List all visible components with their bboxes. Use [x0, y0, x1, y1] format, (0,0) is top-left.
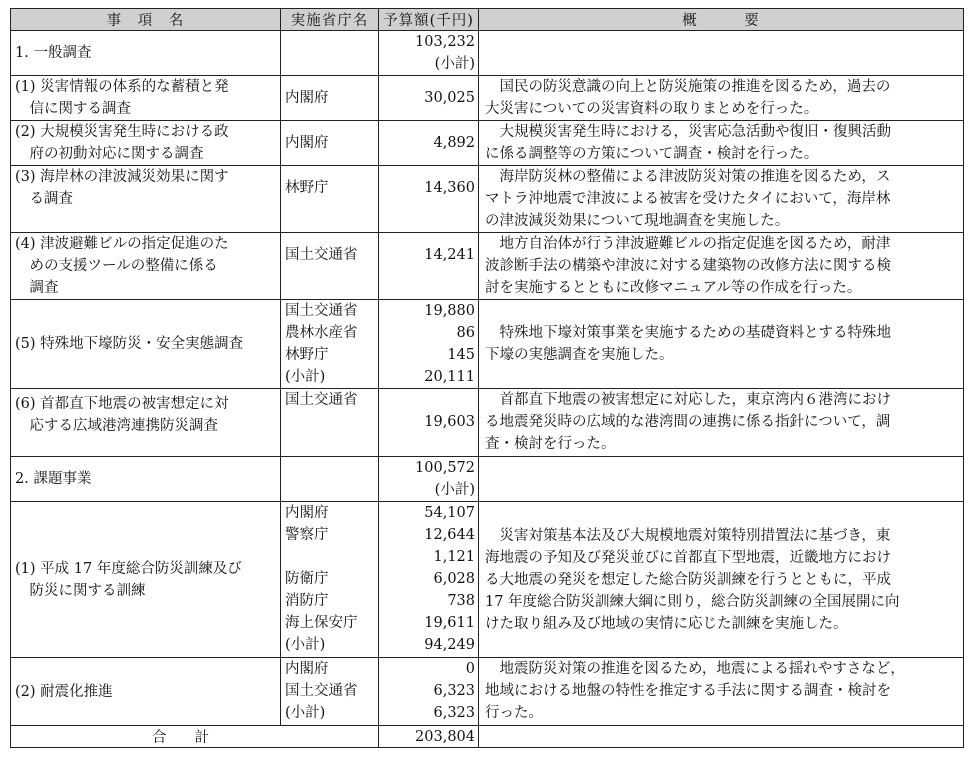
section-agency [281, 457, 379, 502]
table-row [11, 76, 964, 121]
section-row [11, 457, 964, 502]
total-label: 合計 [11, 726, 379, 748]
item-summary: 災害対策基本法及び大規模地震対策特別措置法に基づき，東 海地震の予知及び発災並びに首都直下型地震，近畿地方におけ る大地震の発災を想定した総合防災訓練を行うとともに，平成 17 年度総合防災訓練大綱に則り，総合防災訓練の全国展開に向 けた取り組み及び地域の実情に応じた訓練を実施した。 [479, 502, 964, 658]
header-row [11, 9, 964, 31]
item-agency: 国土交通省 [281, 233, 379, 300]
table-row [11, 389, 964, 457]
header-agency: 実施省庁名 [281, 9, 379, 31]
item-agency: 内閣府 [281, 76, 379, 121]
item-name: (5) 特殊地下壕防災・安全実態調査 [11, 300, 281, 389]
item-agency: 内閣府 警察庁 防衛庁 消防庁 海上保安庁 (小計) [281, 502, 379, 658]
item-name: (1) 災害情報の体系的な蓄積と発 信に関する調査 [11, 76, 281, 121]
item-agency: 国土交通省 [281, 389, 379, 457]
item-summary: 特殊地下壕対策事業を実施するための基礎資料とする特殊地 下壕の実態調査を実施した。 [479, 300, 964, 389]
item-summary: 地方自治体が行う津波避難ビルの指定促進を図るため，耐津 波診断手法の構築や津波に対する建築物の改修方法に関する検 討を実施するとともに改修マニュアル等の作成を行った。 [479, 233, 964, 300]
item-summary: 国民の防災意識の向上と防災施策の推進を図るため，過去の 大災害についての災害資料の取りまとめを行った。 [479, 76, 964, 121]
section-subtotal: 100,572 (小計) [379, 457, 479, 502]
item-amount: 19,603 [379, 389, 479, 457]
item-name: (6) 首都直下地震の被害想定に対 応する広域港湾連携防災調査 [11, 389, 281, 457]
item-summary: 地震防災対策の推進を図るため，地震による揺れやすさなど， 地域における地盤の特性を推定する手法に関する調査・検討を 行った。 [479, 658, 964, 726]
table-row [11, 502, 964, 658]
item-amount: 54,107 12,644 1,121 6,028 738 19,611 94,249 [379, 502, 479, 658]
item-name: (4) 津波避難ビルの指定促進のた めの支援ツールの整備に係る 調査 [11, 233, 281, 300]
item-name: (2) 大規模災害発生時における政 府の初動対応に関する調査 [11, 121, 281, 166]
table-row [11, 121, 964, 166]
table-row [11, 300, 964, 389]
section-subtotal: 103,232 (小計) [379, 31, 479, 76]
item-amount: 19,880 86 145 20,111 [379, 300, 479, 389]
item-amount: 0 6,323 6,323 [379, 658, 479, 726]
table-row [11, 233, 964, 300]
item-agency: 内閣府 [281, 121, 379, 166]
total-row [11, 726, 964, 748]
item-agency: 林野庁 [281, 166, 379, 233]
item-agency: 内閣府 国土交通省 (小計) [281, 658, 379, 726]
section-title: 1. 一般調査 [11, 31, 281, 76]
item-name: (3) 海岸林の津波減災効果に関す る調査 [11, 166, 281, 233]
item-summary: 首都直下地震の被害想定に対応した，東京湾内６港湾におけ る地震発災時の広域的な港湾間の連携に係る指針について，調 査・検討を行った。 [479, 389, 964, 457]
item-amount: 14,360 [379, 166, 479, 233]
header-budget: 予算額(千円) [379, 9, 479, 31]
section-row [11, 31, 964, 76]
section-summary [479, 31, 964, 76]
total-summary [479, 726, 964, 748]
table-row [11, 658, 964, 726]
item-amount: 30,025 [379, 76, 479, 121]
section-agency [281, 31, 379, 76]
section-summary [479, 457, 964, 502]
item-summary: 海岸防災林の整備による津波防災対策の推進を図るため，ス マトラ沖地震で津波による被害を受けたタイにおいて，海岸林 の津波減災効果について現地調査を実施した。 [479, 166, 964, 233]
budget-table [10, 8, 964, 748]
section-title: 2. 課題事業 [11, 457, 281, 502]
item-name: (1) 平成 17 年度総合防災訓練及び 防災に関する訓練 [11, 502, 281, 658]
item-name: (2) 耐震化推進 [11, 658, 281, 726]
item-amount: 4,892 [379, 121, 479, 166]
item-agency: 国土交通省 農林水産省 林野庁 (小計) [281, 300, 379, 389]
header-summary: 概 要 [479, 9, 964, 31]
table-row [11, 166, 964, 233]
header-item: 事 項 名 [11, 9, 281, 31]
item-amount: 14,241 [379, 233, 479, 300]
total-amount: 203,804 [379, 726, 479, 748]
item-summary: 大規模災害発生時における，災害応急活動や復旧・復興活動 に係る調整等の方策について調査・検討を行った。 [479, 121, 964, 166]
